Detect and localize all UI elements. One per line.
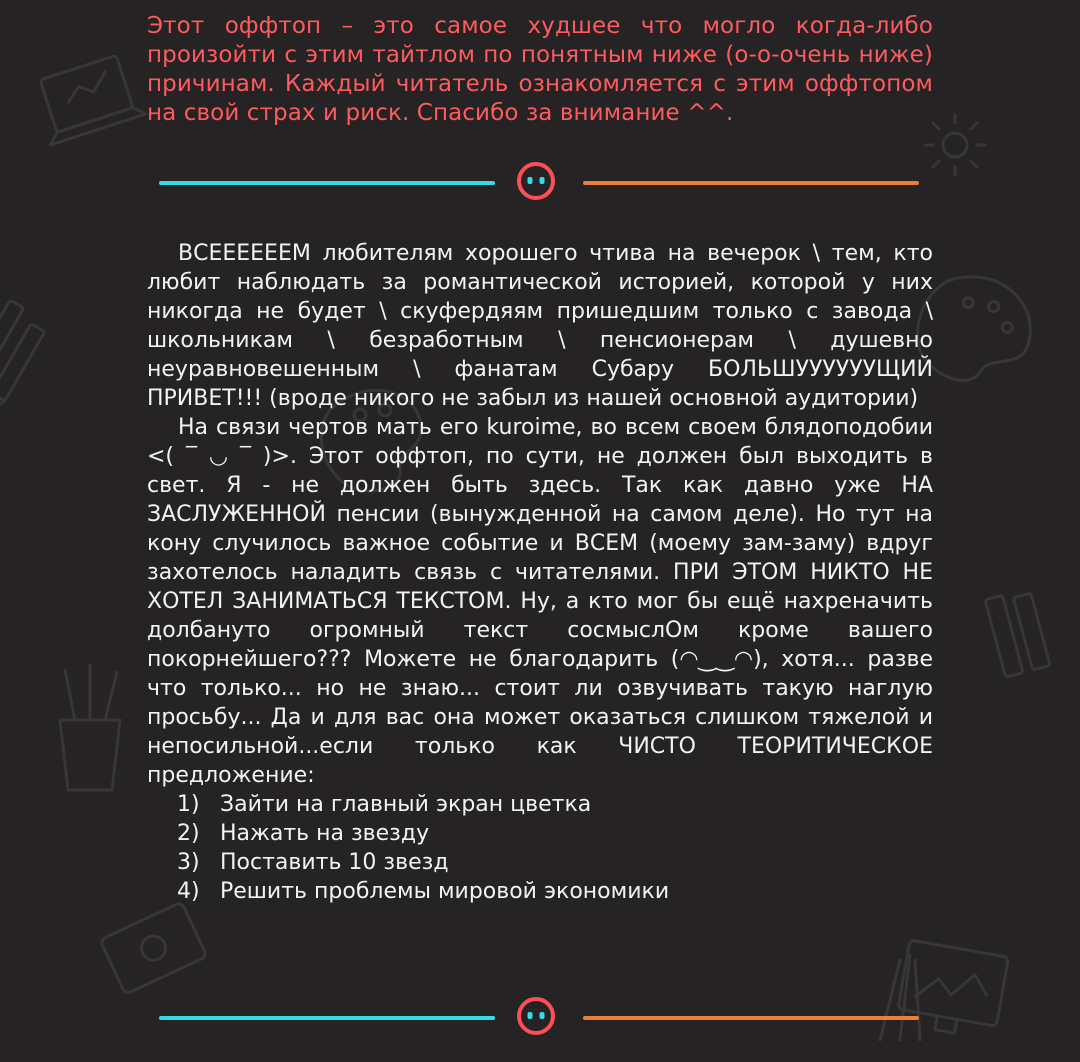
list-item [147,819,933,848]
sun-doodle-icon [925,115,985,175]
divider-line-left [159,181,495,185]
crayon-doodle-icon [985,588,1050,677]
list-item-text: Поставить 10 звезд [220,850,449,875]
main-text [147,239,933,906]
pencil-doodle-icon [0,300,50,417]
brush-cup-doodle-icon [60,665,120,790]
robot-face-icon [516,996,556,1036]
paragraph-intro: На связи чертов мать его kuroime, во всем своем блядоподобии <( ‾ ◡ ‾ )>. Этот оффтоп, по сути, не должен был выходить в свет. Я - не должен быть здесь. Так как давно уже НА ЗАСЛУЖЕННОЙ пенсии (вынужденной на самом деле). Но тут на кону случилось важное событие и ВСЕМ (моему зам-заму) вдруг захотелось наладить связь с читателями. ПРИ ЭТОМ НИКТО НЕ ХОТЕЛ ЗАНИМАТЬСЯ ТЕКСТОМ. Ну, а кто мог бы ещё нахреначить долбануто огромный текст сосмыслОм кроме вашего покорнейшего??? Можете не благодарить (◠‿‿◠), хотя... разве что только... но не знаю... стоит ли озвучивать такую наглую просьбу... Да и для вас она может оказаться слишком тяжелой и непосильной...если только как ЧИСТО ТЕОРИТИЧЕСКОЕ предложение: [147,415,933,788]
tablet-doodle-icon [100,902,207,994]
divider-line-right [583,181,919,185]
list-item-text: Зайти на главный экран цветка [220,792,592,817]
list-item [147,877,933,906]
list-item-number: 4) [177,879,200,904]
list-item-number: 1) [177,792,200,817]
warning-text: Этот оффтоп – это самое худшее что могло когда-либо произойти с этим тайтлом по понятным ниже (о-о-очень ниже) причинам. Каждый читатель ознакомляется с этим оффтопом на свой страх и риск. Спасибо за внимание ^^. [147,13,933,126]
robot-face-icon [516,161,556,201]
laptop-doodle-icon [30,52,145,145]
divider-line-left [159,1016,495,1020]
list-item-number: 2) [177,821,200,846]
divider-top [147,160,933,204]
divider-bottom [147,995,933,1039]
list-item [147,848,933,877]
list-item-text: Нажать на звезду [220,821,430,846]
paragraph-greeting: ВСЕЕЕЕЕЕМ любителям хорошего чтива на вечерок \ тем, кто любит наблюдать за романтической историей, которой у них никогда не будет \ скуфердяям пришедшим только с завода \ школьникам \ безработным \ пенсионерам \ душевно неуравновешенным \ фанатам Субару БОЛЬШУУУУУУЩИЙ ПРИВЕТ!!! (вроде никого не забыл из нашей основной аудитории) [147,241,933,411]
list-item-text: Решить проблемы мировой экономики [220,879,670,904]
divider-line-right [583,1016,919,1020]
steps-list [147,790,933,906]
list-item [147,790,933,819]
list-item-number: 3) [177,850,200,875]
